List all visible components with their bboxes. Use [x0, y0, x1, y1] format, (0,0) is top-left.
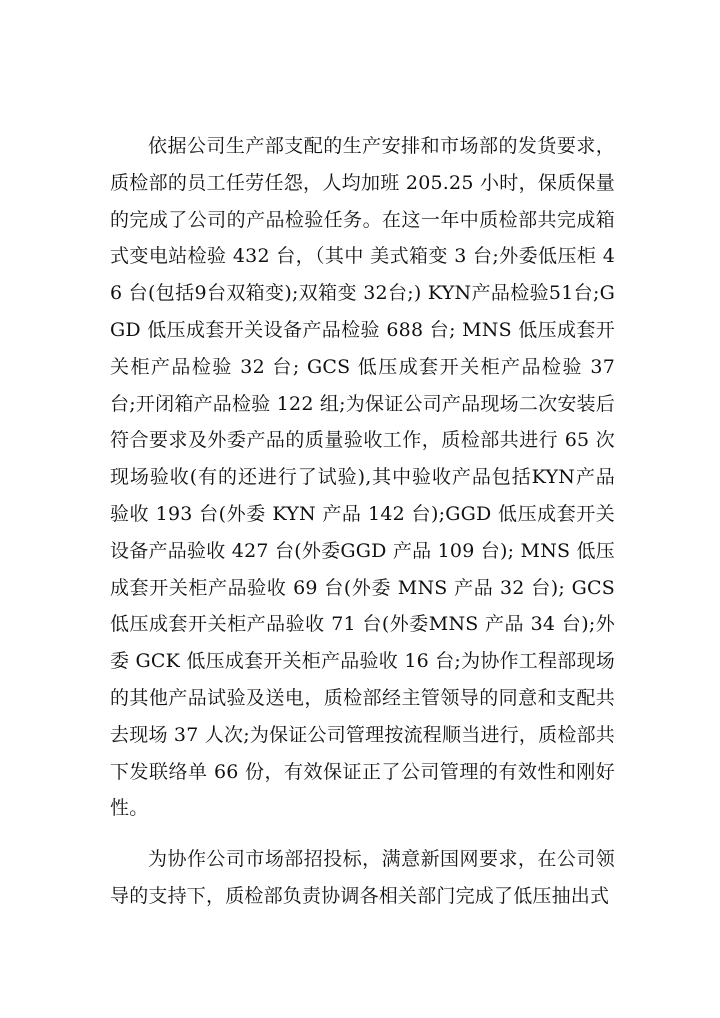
- body-paragraph-2: 为协作公司市场部招投标，满意新国网要求，在公司领导的支持下，质检部负责协调各相关部门完成了低压抽出式: [110, 848, 615, 907]
- body-paragraph-1: 依据公司生产部支配的生产安排和市场部的发货要求，质检部的员工任劳任怨，人均加班 205.25 小时，保质保量的完成了公司的产品检验任务。在这一年中质检部共完成箱式变电站检验 432 台，（其中 美式箱变 3 台;外委低压柜 46 台(包括9台双箱变);双箱变 32台;) KYN产品检验51台;GGD 低压成套开关设备产品检验 688 台; MNS 低压成套开关柜产品检验 32 台; GCS 低压成套开关柜产品检验 37 台;开闭箱产品检验 122 组;为保证公司产品现场二次安装后符合要求及外委产品的质量验收工作，质检部共进行 65 次现场验收(有的还进行了试验),其中验收产品包括KYN产品验收 193 台(外委 KYN 产品 142 台);GGD 低压成套开关设备产品验收 427 台(外委GGD 产品 109 台); MNS 低压成套开关柜产品验收 69 台(外委 MNS 产品 32 台); GCS 低压成套开关柜产品验收 71 台(外委MNS 产品 34 台);外委 GCK 低压成套开关柜产品验收 16 台;为协作工程部现场的其他产品试验及送电，质检部经主管领导的同意和支配共去现场 37 人次;为保证公司管理按流程顺当进行，质检部共下发联络单 66 份，有效保证正了公司管理的有效性和刚好性。: [110, 135, 615, 820]
